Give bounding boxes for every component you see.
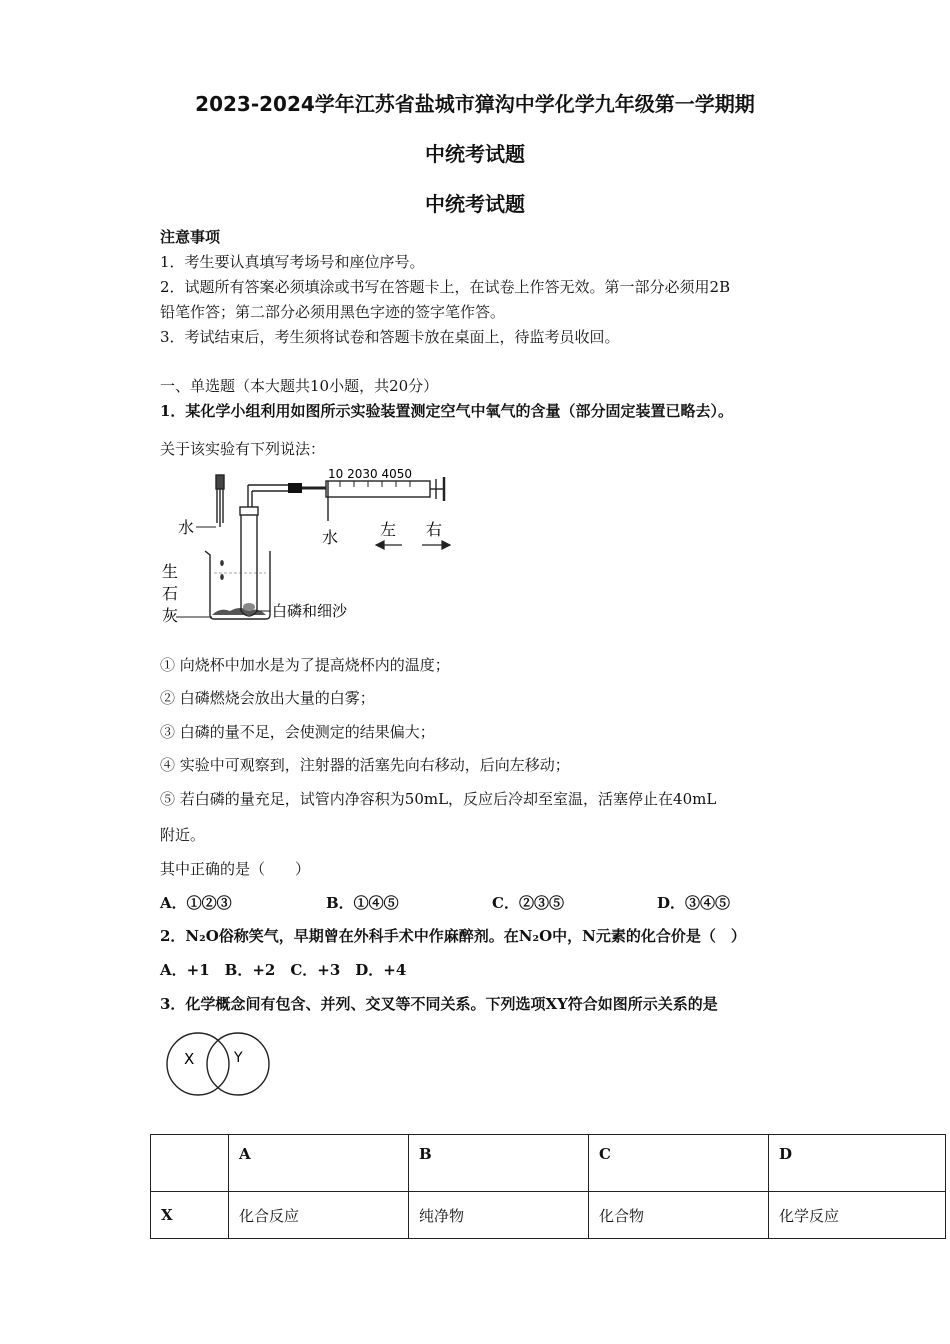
exam-title-line2: 中统考试题 bbox=[425, 142, 525, 166]
dropper-icon bbox=[216, 475, 224, 527]
lime-label-3: 灰 bbox=[162, 606, 179, 625]
q1-apparatus-figure bbox=[150, 465, 470, 635]
notice-item-3: 3．考试结束后，考生须将试卷和答题卡放在桌面上，待监考员收回。 bbox=[160, 328, 620, 346]
notice-item-2-cont: 铅笔作答；第二部分必须用黑色字迹的签字笔作答。 bbox=[160, 303, 506, 321]
q3-venn-diagram bbox=[160, 1028, 276, 1100]
q1-option-b: B．①④⑤ bbox=[326, 894, 399, 912]
q1-stem: 1．某化学小组利用如图所示实验装置测定空气中氧气的含量（部分固定装置已略去）。 bbox=[160, 402, 733, 420]
lime-label-1: 生 bbox=[162, 562, 179, 581]
q3-stem: 3．化学概念间有包含、并列、交叉等不同关系。下列选项XY符合如图所示关系的是 bbox=[160, 995, 718, 1013]
q3-options-table bbox=[150, 1134, 946, 1239]
water-left-label: 水 bbox=[178, 518, 195, 537]
q1-statement-5: ⑤ 若白磷的量充足，试管内净容积为50mL，反应后冷却至室温，活塞停止在40mL bbox=[160, 790, 717, 808]
q1-statement-2: ② 白磷燃烧会放出大量的白雾； bbox=[160, 689, 375, 707]
left-direction-label: 左 bbox=[380, 520, 397, 539]
syringe bbox=[326, 477, 444, 521]
notice-heading: 注意事项 bbox=[160, 228, 221, 246]
phosphorus-label: 白磷和细沙 bbox=[272, 602, 348, 620]
q1-option-c: C．②③⑤ bbox=[492, 894, 564, 912]
exam-title-line3: 中统考试题 bbox=[425, 192, 525, 216]
q1-intro: 关于该实验有下列说法： bbox=[160, 440, 326, 458]
table-row bbox=[151, 1135, 946, 1192]
syringe-scale: 10 2030 4050 bbox=[328, 467, 412, 481]
notice-item-1: 1．考生要认真填写考场号和座位序号。 bbox=[160, 253, 425, 271]
table-cell: 化合物 bbox=[589, 1192, 769, 1239]
table-cell: 纯净物 bbox=[409, 1192, 589, 1239]
table-header-cell: B bbox=[409, 1135, 589, 1192]
notice-item-2: 2．试题所有答案必须填涂或书写在答题卡上，在试卷上作答无效。第一部分必须用2B bbox=[160, 278, 731, 296]
table-cell: 化学反应 bbox=[769, 1192, 946, 1239]
section-heading: 一、单选题（本大题共10小题，共20分） bbox=[160, 377, 439, 395]
table-cell: X bbox=[151, 1192, 229, 1239]
table-row bbox=[151, 1192, 946, 1239]
water-right-label: 水 bbox=[322, 528, 339, 547]
table-cell: 化合反应 bbox=[229, 1192, 409, 1239]
table-header-cell: C bbox=[589, 1135, 769, 1192]
q1-option-d: D．③④⑤ bbox=[657, 894, 731, 912]
q1-statement-3: ③ 白磷的量不足，会使测定的结果偏大； bbox=[160, 723, 435, 741]
q1-statement-5-cont: 附近。 bbox=[160, 826, 206, 844]
venn-y-label: Y bbox=[234, 1050, 243, 1066]
table-header-cell bbox=[151, 1135, 229, 1192]
q2-options: A．+1 B．+2 C．+3 D．+4 bbox=[160, 961, 407, 979]
q1-statement-4: ④ 实验中可观察到，注射器的活塞先向右移动，后向左移动； bbox=[160, 756, 570, 774]
right-direction-label: 右 bbox=[426, 520, 443, 539]
q2-stem: 2．N₂O俗称笑气，早期曾在外科手术中作麻醉剂。在N₂O中，N元素的化合价是（ ） bbox=[160, 927, 746, 945]
q1-option-a: A．①②③ bbox=[160, 894, 232, 912]
q1-ask: 其中正确的是（ ） bbox=[160, 860, 311, 878]
test-tube bbox=[240, 485, 288, 616]
exam-title-line1: 2023-2024学年江苏省盐城市獐沟中学化学九年级第一学期期 bbox=[195, 92, 755, 116]
lime-label-2: 石 bbox=[162, 584, 179, 603]
table-header-cell: D bbox=[769, 1135, 946, 1192]
direction-arrows-icon bbox=[376, 541, 450, 549]
table-header-cell: A bbox=[229, 1135, 409, 1192]
venn-x-label: X bbox=[184, 1050, 195, 1068]
q1-statement-1: ① 向烧杯中加水是为了提高烧杯内的温度； bbox=[160, 656, 450, 674]
